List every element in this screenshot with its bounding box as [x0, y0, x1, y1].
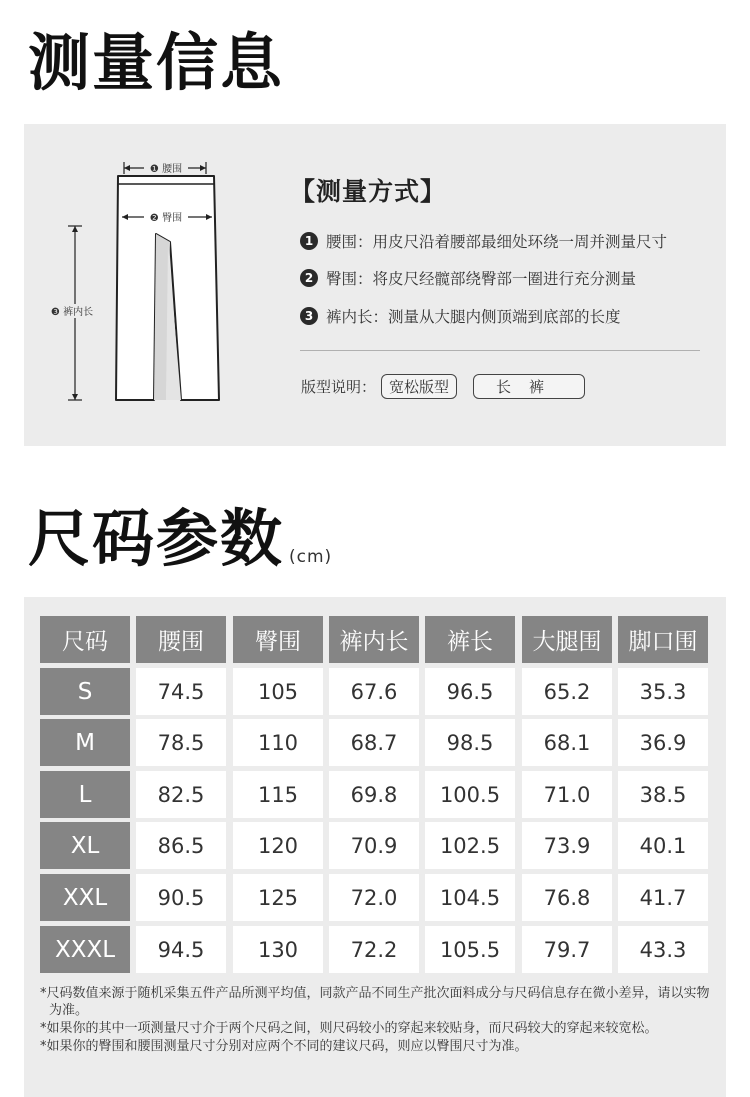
fit-tag-long-pants: 长裤 [473, 374, 585, 399]
table-cell: 102.5 [425, 822, 515, 869]
table-header-cell: 尺码 [40, 616, 130, 663]
table-cell: 115 [233, 771, 323, 818]
method-item-waist [300, 230, 667, 252]
method-item-text: 臀围：将皮尺经髋部绕臀部一圈进行充分测量 [326, 270, 637, 288]
table-cell: 79.7 [522, 926, 612, 973]
table-header-cell: 臀围 [233, 616, 323, 663]
size-label-cell: XL [40, 822, 130, 869]
table-cell: 125 [233, 874, 323, 921]
table-cell: 73.9 [522, 822, 612, 869]
table-cell: 110 [233, 719, 323, 766]
table-cell: 82.5 [136, 771, 226, 818]
note-3: *如果你的臀围和腰围测量尺寸分别对应两个不同的建议尺码，则应以臀围尺寸为准。 [40, 1039, 528, 1054]
method-item-text: 腰围：用皮尺沿着腰部最细处环绕一周并测量尺寸 [326, 233, 668, 251]
table-cell: 120 [233, 822, 323, 869]
fit-description [301, 374, 585, 399]
table-cell: 67.6 [329, 668, 419, 715]
table-cell: 69.8 [329, 771, 419, 818]
table-header-cell: 大腿围 [522, 616, 612, 663]
inseam-label: ❸ 裤内长 [50, 307, 94, 318]
table-cell: 94.5 [136, 926, 226, 973]
size-label-cell: XXL [40, 874, 130, 921]
table-cell: 36.9 [618, 719, 708, 766]
table-cell: 74.5 [136, 668, 226, 715]
size-label-cell: S [40, 668, 130, 715]
measure-info-title: 测量信息 [28, 26, 285, 99]
table-cell: 68.1 [522, 719, 612, 766]
table-cell: 43.3 [618, 926, 708, 973]
table-cell: 70.9 [329, 822, 419, 869]
table-cell: 130 [233, 926, 323, 973]
measure-panel [24, 124, 726, 446]
unit-label: (cm) [289, 547, 333, 567]
fit-tag-loose: 宽松版型 [381, 374, 457, 399]
table-cell: 76.8 [522, 874, 612, 921]
table-header-cell: 裤内长 [329, 616, 419, 663]
table-cell: 35.3 [618, 668, 708, 715]
waist-label: ❶ 腰围 [149, 164, 183, 175]
method-item-inseam [300, 305, 621, 327]
table-cell: 72.0 [329, 874, 419, 921]
hip-label: ❷ 臀围 [149, 213, 183, 224]
table-cell: 40.1 [618, 822, 708, 869]
pants-diagram [24, 124, 284, 446]
table-cell: 72.2 [329, 926, 419, 973]
table-cell: 98.5 [425, 719, 515, 766]
table-cell: 65.2 [522, 668, 612, 715]
notes [40, 985, 720, 1056]
method-item-text: 裤内长：测量从大腿内侧顶端到底部的长度 [326, 308, 621, 326]
fit-label: 版型说明： [301, 378, 377, 396]
table-cell: 38.5 [618, 771, 708, 818]
method-title: 【测量方式】 [290, 177, 447, 206]
table-header-cell: 腰围 [136, 616, 226, 663]
number-3-icon: 3 [300, 307, 318, 325]
table-cell: 78.5 [136, 719, 226, 766]
table-header-cell: 裤长 [425, 616, 515, 663]
number-1-icon: 1 [300, 232, 318, 250]
method-item-hip [300, 267, 636, 289]
table-cell: 105.5 [425, 926, 515, 973]
table-header-cell: 脚口围 [618, 616, 708, 663]
divider [300, 350, 700, 351]
note-2: *如果你的其中一项测量尺寸介于两个尺码之间，则尺码较小的穿起来较贴身，而尺码较大的穿起来较宽松。 [40, 1021, 658, 1036]
table-cell: 41.7 [618, 874, 708, 921]
table-cell: 96.5 [425, 668, 515, 715]
size-label-cell: XXXL [40, 926, 130, 973]
table-cell: 71.0 [522, 771, 612, 818]
size-params-title: 尺码参数 [28, 502, 285, 575]
table-cell: 86.5 [136, 822, 226, 869]
table-cell: 104.5 [425, 874, 515, 921]
table-cell: 100.5 [425, 771, 515, 818]
note-1: *尺码数值来源于随机采集五件产品所测平均值，同款产品不同生产批次面料成分与尺码信息存在微小差异，请以实物为准。 [40, 986, 710, 1018]
number-2-icon: 2 [300, 269, 318, 287]
table-cell: 90.5 [136, 874, 226, 921]
size-label-cell: L [40, 771, 130, 818]
table-cell: 68.7 [329, 719, 419, 766]
size-label-cell: M [40, 719, 130, 766]
table-cell: 105 [233, 668, 323, 715]
